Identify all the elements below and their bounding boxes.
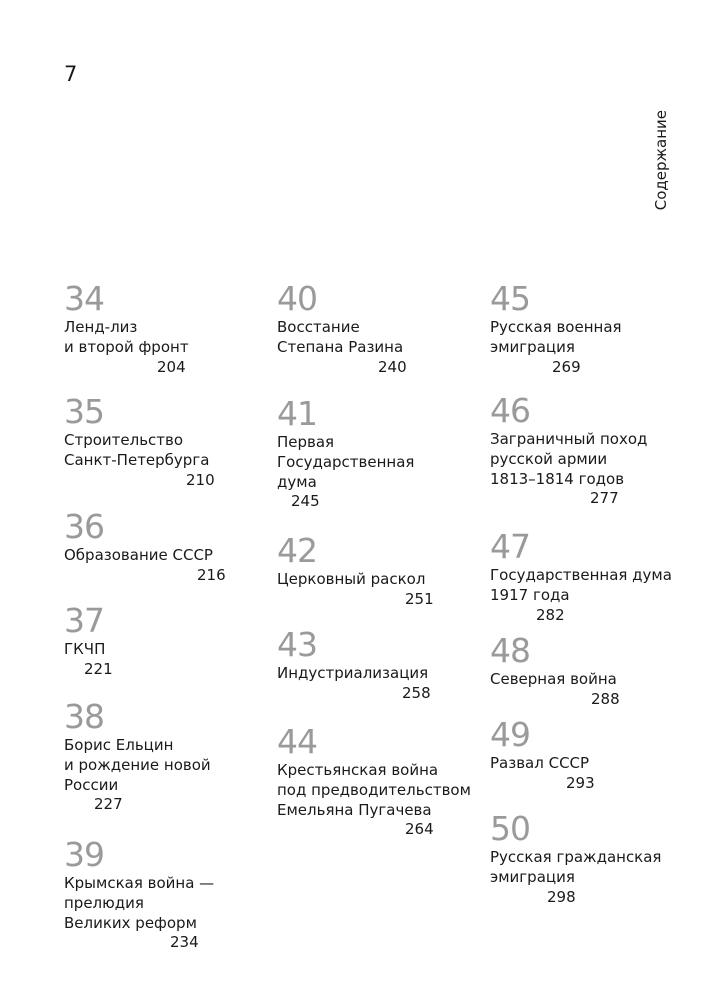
chapter-title-line: Образование СССР [64,546,213,564]
chapter-title-line: Ленд-лиз [64,318,138,336]
toc-entry[interactable] [490,715,695,792]
chapter-title-line: Восстание [277,318,360,336]
chapter-title [64,431,269,471]
chapter-title-line: Первая [277,433,335,451]
chapter-number: 38 [64,697,104,736]
chapter-page-number: 227 [94,795,123,814]
chapter-number: 41 [277,394,317,433]
toc-entry[interactable] [490,631,695,708]
chapter-title [64,874,269,933]
chapter-title [490,670,695,690]
chapter-title-line: Государственная [277,452,415,471]
toc-entry[interactable] [277,531,482,608]
chapter-number: 35 [64,392,104,431]
toc-entry[interactable] [64,835,269,952]
chapter-number: 34 [64,279,104,318]
chapter-page-number: 298 [547,887,576,906]
chapter-title-line: Индустриализация [277,664,429,682]
chapter-title-line: ГКЧП [64,640,106,658]
chapter-title-line: России [64,775,119,794]
chapter-page-number: 221 [84,659,113,678]
chapter-title [490,566,695,606]
chapter-page-number: 234 [170,933,199,952]
chapter-title-line: Заграничный поход [490,430,648,448]
chapter-title [277,570,482,590]
chapter-number: 42 [277,531,317,570]
chapter-title-line: Емельяна Пугачева [277,800,432,819]
chapter-title [64,546,269,566]
chapter-title-line: Степана Разина [277,337,404,356]
chapter-page-number: 210 [186,470,215,489]
chapter-title-line: Русская гражданская [490,848,662,866]
chapter-title-line: 1917 года [490,585,570,604]
section-title: Содержание [652,110,670,211]
chapter-page-number: 288 [591,689,620,708]
chapter-page-number: 258 [402,683,431,702]
chapter-title-line: Государственная дума [490,566,672,584]
chapter-number: 48 [490,631,530,670]
chapter-number: 50 [490,809,530,848]
chapter-title-line: Церковный раскол [277,570,426,588]
toc-entry[interactable] [490,527,695,624]
toc-entry[interactable] [277,279,482,376]
chapter-page-number: 240 [378,357,407,376]
chapter-page-number: 269 [552,357,581,376]
chapter-title-line: Борис Ельцин [64,736,174,754]
toc-entry[interactable] [490,279,695,376]
chapter-title-line: Строительство [64,431,184,449]
chapter-title [490,754,695,774]
chapter-title [277,318,482,358]
chapter-title [277,761,482,820]
chapter-number: 49 [490,715,530,754]
chapter-title-line: Крестьянская война [277,761,439,779]
chapter-title [490,848,695,888]
chapter-page-number: 264 [405,820,434,839]
chapter-title-line: Развал СССР [490,754,590,772]
page-number: 7 [64,62,78,86]
chapter-page-number: 277 [590,489,619,508]
toc-entry[interactable] [64,697,269,814]
chapter-title-line: Санкт-Петербурга [64,450,210,469]
chapter-title-line: 1813–1814 годов [490,469,625,488]
toc-entry[interactable] [277,394,482,511]
chapter-title [490,430,695,489]
toc-entry[interactable] [64,601,269,678]
chapter-title [64,318,269,358]
chapter-title [64,640,269,660]
chapter-page-number: 216 [197,565,226,584]
chapter-title-line: Крымская война — [64,874,215,892]
chapter-number: 39 [64,835,104,874]
chapter-title [490,318,695,358]
toc-entry[interactable] [277,722,482,839]
toc-entry[interactable] [490,391,695,508]
chapter-title-line: эмиграция [490,337,575,356]
chapter-number: 44 [277,722,317,761]
chapter-title-line: дума [277,472,317,491]
chapter-number: 36 [64,507,104,546]
chapter-number: 46 [490,391,530,430]
toc-entry[interactable] [64,392,269,489]
chapter-title-line: под предводительством [277,780,471,799]
chapter-page-number: 204 [157,357,186,376]
chapter-number: 37 [64,601,104,640]
chapter-title-line: Северная война [490,670,617,688]
chapter-title-line: и второй фронт [64,337,189,356]
chapter-number: 43 [277,625,317,664]
chapter-title-line: Русская военная [490,318,622,336]
chapter-title-line: Великих реформ [64,913,197,932]
chapter-number: 40 [277,279,317,318]
chapter-title-line: эмиграция [490,867,575,886]
chapter-number: 45 [490,279,530,318]
toc-entry[interactable] [490,809,695,906]
chapter-number: 47 [490,527,530,566]
chapter-title-line: русской армии [490,449,608,468]
toc-entry[interactable] [277,625,482,702]
chapter-page-number: 251 [405,589,434,608]
chapter-page-number: 282 [536,605,565,624]
toc-entry[interactable] [64,279,269,376]
chapter-page-number: 245 [291,492,320,511]
chapter-title [64,736,269,795]
chapter-title-line: прелюдия [64,893,144,912]
chapter-page-number: 293 [566,773,595,792]
toc-entry[interactable] [64,507,269,584]
chapter-title [277,664,482,684]
chapter-title-line: и рождение новой [64,755,211,774]
chapter-title [277,433,482,492]
